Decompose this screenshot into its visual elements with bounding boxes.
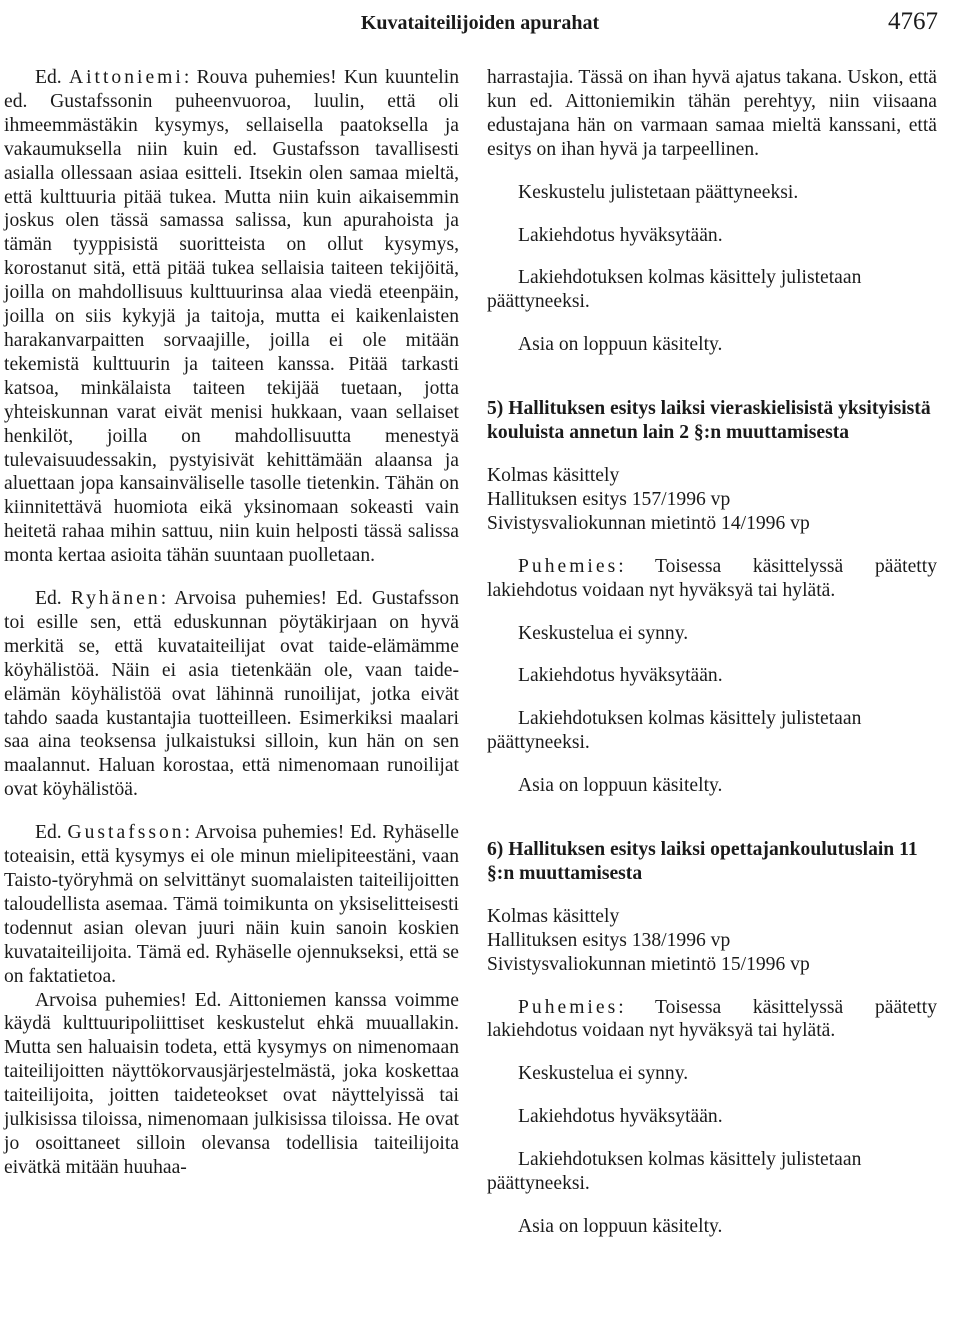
page-header [0,8,960,42]
section-title-5: 5) Hallituksen esitys laiksi vieraskielisistä yksityisistä kouluista annetun lain 2 §:n muuttamisesta [487,398,931,444]
matter-finished: Asia on loppuun käsitelty. [518,334,723,356]
speech-lead: Ed. [35,67,69,88]
speaker-name: Gustafsson [67,822,185,844]
speech-text: : Rouva puhemies! Kun kuuntelin ed. Gustafssonin puheenvuoroa, luulin, että oli ihmeemmästäkin kysymys, sellaisella paatoksella ja vakaumuksella niin kuin ed. Gustafsson tavallisesti asialla ollessaan asiaa esitteli. Itsekin olen samaa mieltä, että kulttuuria pitää tukea. Mutta niin kuin aikaisemmin joskus olen tässä samassa salissa, kun apurahoista ja tämän tyyppisistä suoritteista on ollut kysymys, korostanut sitä, että pitää tukea sellaisia taiteen tekijöitä, joilla on mahdollisuus kulttuurinsa alaa viedä eteenpäin, joilla on siis kykyjä ja taitoja, mutta ei kaikenlaisten harakanvarpaitten sorvaajille, joilla ei ole mitään tekemistä kulttuurin ja taiteen kanssa. Pitää tarkasti katsoa, minkälaista taiteen tekijää tuetaan, jotta yhteiskunnan varat eivät menisi hukkaan, vaan sellaiset henkilöt, joilla on mahdollisuutta menestyä tulevaisuudessakin, pystyisivät kehittämään alaansa ja aluettaan jopa kansainväliselle tasolle tietenkin. Tähän on kiinnitettävä huomiota eikä yksinomaan sokeasti vain heitetä rahaa mihin sattuu, niin kuin helposti tässä salissa monta kertaa asioita tähän suuntaan puolletaan. [4,67,459,567]
speech-lead: Ed. [35,588,71,610]
speaker-name: Puhemies [518,555,619,577]
speech-continuation: harrastajia. Tässä on ihan hyvä ajatus takana. Uskon, että kun ed. Aittoniemikin tähän perehtyy, niin viisaana edustajana hän on varmaan samaa mieltä kanssani, että esitys on ihan hyvä ja tarpeellinen. [487,67,937,160]
third-reading-closed: Lakiehdotuksen kolmas käsittely julistetaan päättyneeksi. [487,708,862,754]
speech-lead: Ed. [35,822,68,844]
left-column [4,66,459,1180]
statement-text: : Toisessa käsittelyssä päätetty lakiehdotus voidaan nyt hyväksyä tai hylätä. [487,996,937,1042]
speaker-statement [487,555,937,603]
page-number: 4767 [888,8,938,35]
speech-text: : Arvoisa puhemies! Ed. Gustafsson toi esille sen, että eduskunnan pöytäkirjaan on hyvä merkitä se, että kuvataiteilijat ovat taide-elämämme köyhälistöä. Näin ei asia tietenkään ole, vaan taide-elämän köyhälistöä ovat lähinnä runoilijat, jotka eivät tahdo saada kustantajia tuotteilleen. Esimerkiksi maalari saa aina teoksensa julkaistuksi silloin, kun hän on sen maalannut. Haluan korostaa, että nimenomaan runoilijat ovat köyhälistöä. [4,588,460,801]
speaker-name: Puhemies [518,996,619,1018]
committee-report: Sivistysvaliokunnan mietintö 15/1996 vp [487,953,810,975]
speech-gustafsson [4,821,459,988]
committee-report: Sivistysvaliokunnan mietintö 14/1996 vp [487,512,810,534]
bill-approved: Lakiehdotus hyväksytään. [518,224,723,246]
no-discussion: Keskustelua ei synny. [518,622,689,644]
government-proposal: Hallituksen esitys 157/1996 vp [487,488,731,510]
right-column [487,66,937,1239]
speech-gustafsson-continued: Arvoisa puhemies! Ed. Aittoniemen kanssa voimme käydä kulttuuripoliittiset keskustelut ehkä muuallakin. Mutta sen haluaisin todeta, että kysymys on nimenomaan taiteilijoitten näyttökorvausjärjestelmästä, joka koskettaa taiteilijoita, joitten taideteokset ovat näyttelyissä tai julkisissa tiloissa, nimenomaan julkisissa tiloissa. He ovat jo osoittaneet silloin olevansa todellisia taiteilijoita eivätkä mitään huuhaa- [4,989,459,1178]
government-proposal: Hallituksen esitys 138/1996 vp [487,929,731,951]
speaker-name: Aittoniemi [68,67,184,88]
matter-finished: Asia on loppuun käsitelty. [518,1216,723,1237]
discussion-closed: Keskustelu julistetaan päättyneeksi. [518,181,799,203]
speaker-name: Ryhänen [70,588,161,610]
statement-text: : Toisessa käsittelyssä päätetty lakiehdotus voidaan nyt hyväksyä tai hylätä. [487,555,937,601]
speech-ryhanen [4,587,459,802]
third-reading-closed: Lakiehdotuksen kolmas käsittely julistetaan päättyneeksi. [487,267,862,313]
speech-text: : Arvoisa puhemies! Ed. Ryhäselle toteaisin, että kysymys ei ole minun mielipiteestäni, vaan Taisto-työryhmä on selvittänyt suomalaisten taiteilijoitten taloudellista asemaa. Tämä toimikunta on yksiselitteisesti todennut asian olevan juuri näin kuin sanoin koskien kuvataiteilijoita. Tämä ed. Ryhäselle ojennukseksi, että se on faktatietoa. [4,822,459,987]
matter-finished: Asia on loppuun käsitelty. [518,775,723,797]
section-title-6: 6) Hallituksen esitys laiksi opettajankoulutuslain 11 §:n muuttamisesta [487,839,918,884]
bill-approved: Lakiehdotus hyväksytään. [518,665,723,687]
reading-label: Kolmas käsittely [487,905,620,927]
third-reading-closed: Lakiehdotuksen kolmas käsittely julistetaan päättyneeksi. [487,1149,862,1195]
page-title: Kuvataiteilijoiden apurahat [360,12,600,34]
reading-label: Kolmas käsittely [487,464,620,486]
no-discussion: Keskustelua ei synny. [518,1063,689,1085]
bill-approved: Lakiehdotus hyväksytään. [518,1106,723,1128]
speech-aittoniemi [4,66,459,568]
speaker-statement [487,996,937,1044]
